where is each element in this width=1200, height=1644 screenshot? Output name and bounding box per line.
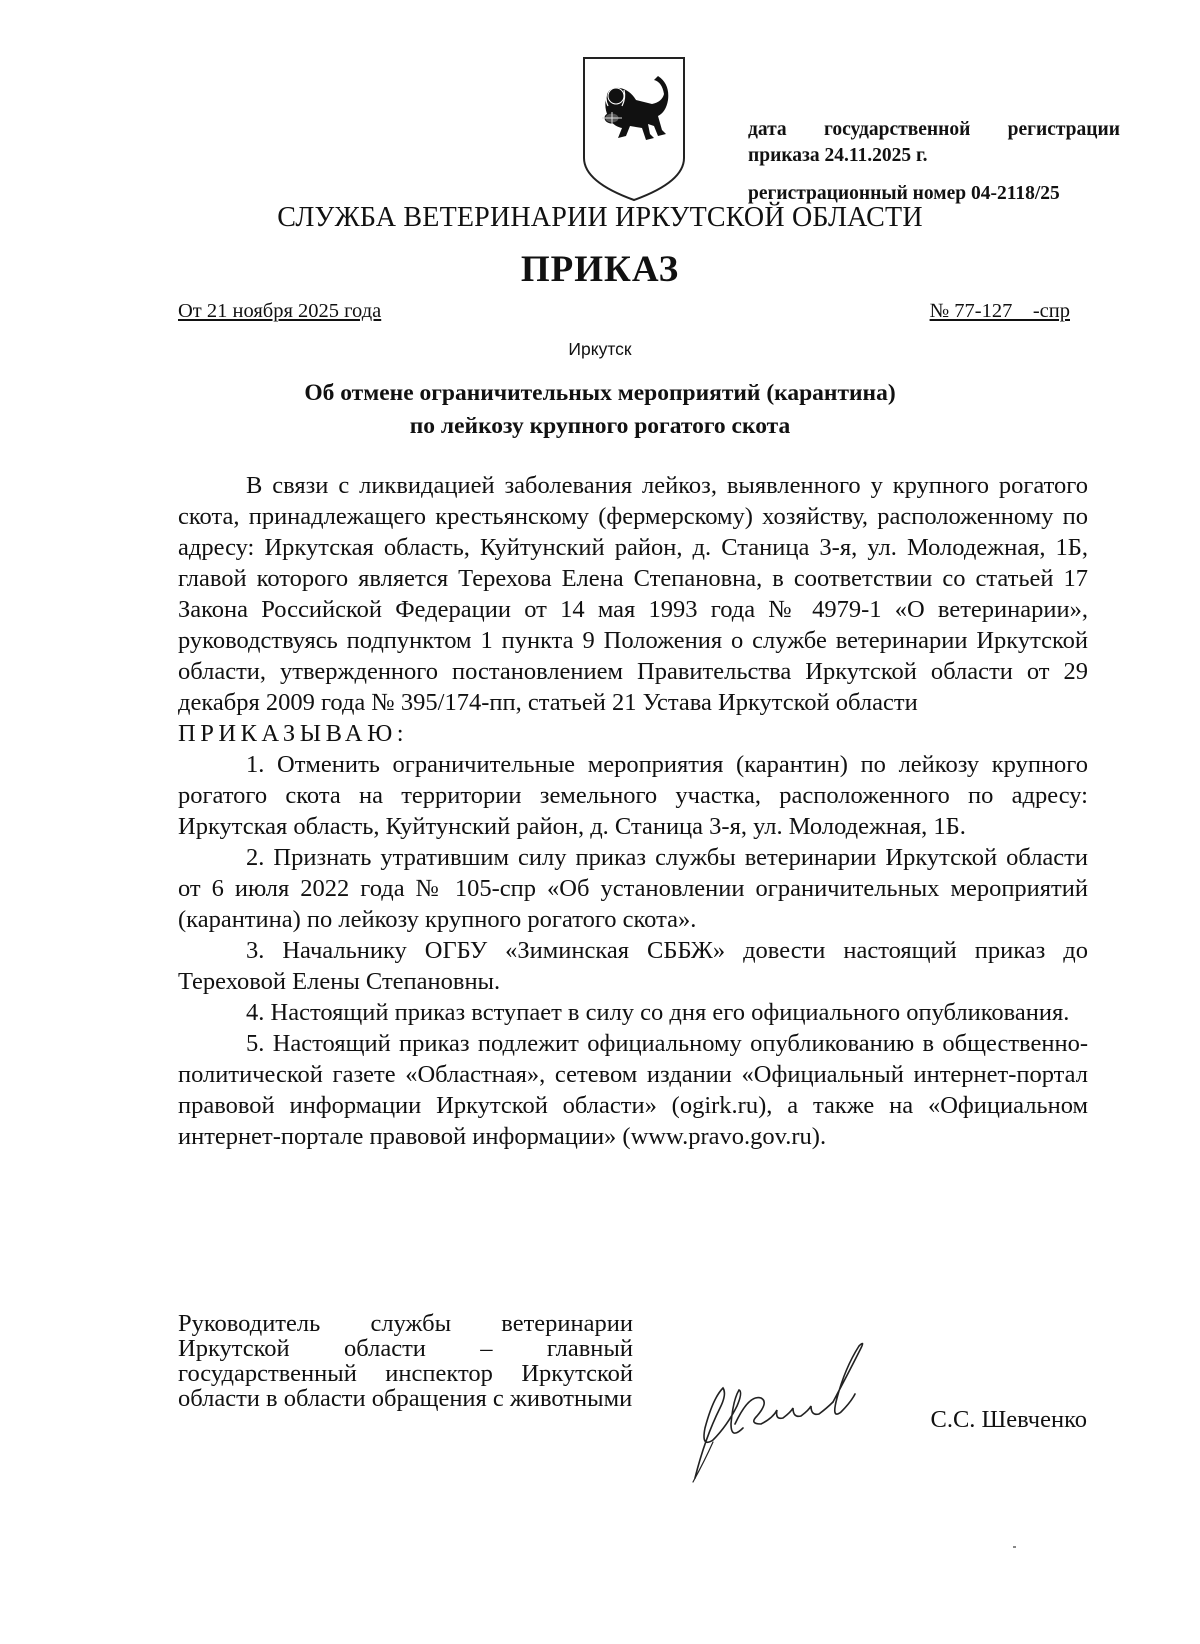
signer-name: С.С. Шевченко xyxy=(930,1406,1087,1433)
order-body xyxy=(178,470,1088,1152)
document-type: ПРИКАЗ xyxy=(520,249,680,290)
order-date: От 21 ноября 2025 года xyxy=(178,300,382,322)
order-city: Иркутск xyxy=(568,339,632,359)
organization-name: СЛУЖБА ВЕТЕРИНАРИИ ИРКУТСКОЙ ОБЛАСТИ xyxy=(277,202,923,233)
order-item-2: 2. Признать утратившим силу приказ службы ветеринарии Иркутской области от 6 июля 2022 года № 105-спр «Об установлении ограничительных мероприятий (карантина) по лейкозу крупного рогатого скота». xyxy=(178,844,1088,933)
order-number: № 77-127 -спр xyxy=(929,300,1070,322)
order-word: ПРИКАЗЫВАЮ: xyxy=(178,720,409,747)
registration-info xyxy=(748,117,1120,207)
preamble-paragraph: В связи с ликвидацией заболевания лейкоз, выявленного у крупного рогатого скота, принадлежащего крестьянскому (фермерскому) хозяйству, расположенному по адресу: Иркутская область, Куйтунский район, д. Станица 3-я, ул. Молодежная, 1Б, главой которого является Терехова Елена Степановна, в соответствии со статьей 17 Закона Российской Федерации от 14 мая 1993 года № 4979-1 «О ветеринарии», руководствуясь подпунктом 1 пункта 9 Положения о службе ветеринарии Иркутской области, утвержденного постановлением Правительства Иркутской области от 29 декабря 2009 года № 395/174-пп, статьей 21 Устава Иркутской области xyxy=(178,472,1088,716)
order-item-4: 4. Настоящий приказ вступает в силу со дня его официального опубликования. xyxy=(246,999,1070,1026)
registration-number: регистрационный номер 04-2118/25 xyxy=(748,183,1060,204)
registration-date-line1 xyxy=(748,117,1120,143)
irkutsk-coat-of-arms-icon xyxy=(578,54,690,204)
subject-line-2: по лейкозу крупного рогатого скота xyxy=(409,413,791,439)
registration-word-2: государственной xyxy=(823,119,971,140)
order-item-5: 5. Настоящий приказ подлежит официальному опубликованию в общественно-политической газете «Областная», сетевом издании «Официальный интернет-портал правовой информации Иркутской области» (ogirk.ru), а также на «Официальном интернет-портале правовой информации» (www.pravo.gov.ru). xyxy=(178,1030,1088,1150)
registration-word-3: регистрации xyxy=(1007,119,1120,140)
registration-date-line2: приказа 24.11.2025 г. xyxy=(748,145,928,166)
order-subject xyxy=(0,377,1200,443)
scan-speck xyxy=(1013,1546,1016,1548)
registration-word-1: дата xyxy=(748,119,787,140)
signer-title: Руководитель службы ветеринарии Иркутской области – главный государственный инспектор Иркутской области в области обращения с животными xyxy=(178,1310,633,1412)
order-item-1: 1. Отменить ограничительные мероприятия (карантин) по лейкозу крупного рогатого скота на территории земельного участка, расположенного по адресу: Иркутская область, Куйтунский район, д. Станица 3-я, ул. Молодежная, 1Б. xyxy=(178,751,1088,840)
subject-line-1: Об отмене ограничительных мероприятий (карантина) xyxy=(304,380,896,406)
order-item-3: 3. Начальнику ОГБУ «Зиминская СББЖ» довести настоящий приказ до Тереховой Елены Степановны. xyxy=(178,937,1088,995)
handwritten-signature-icon xyxy=(665,1328,885,1486)
